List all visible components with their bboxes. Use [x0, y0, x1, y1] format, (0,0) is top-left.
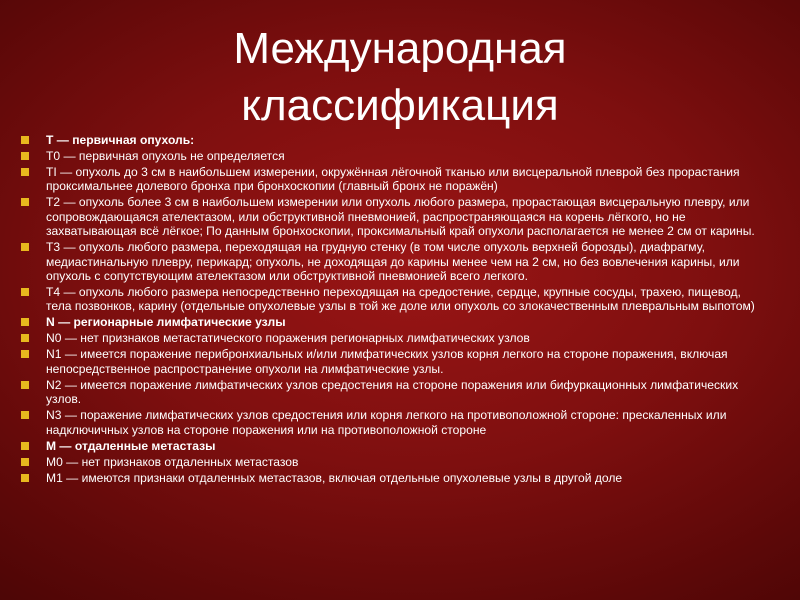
classification-list [20, 133, 760, 487]
square-bullet-icon [21, 318, 29, 326]
classification-item [20, 240, 760, 283]
square-bullet-icon [21, 136, 29, 144]
slide-title-line-2: классификация [241, 81, 559, 130]
classification-item-text: N3 — поражение лимфатических узлов средостения или корня легкого на противоположной стороне: прескаленных или надключичных узлов на стороне поражения или на противоположной стороне [46, 408, 727, 437]
classification-item [20, 165, 760, 194]
classification-item-text: T2 — опухоль более 3 см в наибольшем измерении или опухоль любого размера, прорастающая висцеральную плевру, или сопровождающаяся ателектазом, или обструктивной пневмонией, распространяющаяся на корень лёгкого, но не захватывающая всё лёгкое; По данным бронхоскопии, проксимальный край опухоли располагается не менее 2 см от карины. [46, 195, 755, 239]
square-bullet-icon [21, 350, 29, 358]
classification-item [20, 471, 760, 485]
classification-item [20, 331, 760, 345]
classification-item-text: M1 — имеются признаки отдаленных метастазов, включая отдельные опухолевые узлы в другой доле [46, 470, 623, 485]
classification-item-text: N2 — имеется поражение лимфатических узлов средостения на стороне поражения или бифуркационных лимфатических узлов. [46, 377, 739, 407]
classification-item [20, 408, 760, 437]
classification-item-text: N0 — нет признаков метастатического поражения регионарных лимфатических узлов [46, 331, 530, 346]
square-bullet-icon [21, 458, 29, 466]
classification-item-text: T0 — первичная опухоль не определяется [46, 149, 285, 163]
square-bullet-icon [21, 442, 29, 450]
classification-item [20, 285, 760, 314]
classification-item [20, 347, 760, 376]
square-bullet-icon [21, 381, 29, 389]
classification-item-text: N — регионарные лимфатические узлы [46, 315, 286, 330]
square-bullet-icon [21, 334, 29, 342]
classification-item-text: М — отдаленные метастазы [46, 438, 216, 453]
classification-item-text: T3 — опухоль любого размера, переходящая на грудную стенку (в том числе опухоль верхней борозды), диафрагму, медиастинальную плевру, перикард; опухоль, не доходящая до карины менее чем на 2 см, но без вовлечения карины, или опухоль с сопутствующим ателектазом или обструктивной пневмонией всего легкого. [46, 240, 740, 284]
classification-item-text: M0 — нет признаков отдаленных метастазов [46, 454, 299, 469]
slide-title-line-1: Международная [233, 24, 567, 73]
square-bullet-icon [21, 198, 29, 206]
classification-item-text: TI — опухоль до 3 см в наибольшем измерении, окружённая лёгочной тканью или висцеральной плеврой без прорастания проксимальнее долевого бронха при бронхоскопии (главный бронх не поражён) [46, 165, 740, 194]
classification-item [20, 455, 760, 469]
classification-item [20, 315, 760, 329]
square-bullet-icon [21, 288, 29, 296]
classification-item-text: T4 — опухоль любого размера непосредственно переходящая на средостение, сердце, крупные сосуды, трахею, пищевод, тела позвонков, карину (отдельные опухолевые узлы в той же доле или опухоль со злокачественным плевральным выпотом) [46, 285, 755, 314]
classification-item-text: N1 — имеется поражение перибронхиальных и/или лимфатических узлов корня легкого на стороне поражения, включая непосредственное распространение опухоли на лимфатические узлы. [46, 347, 728, 376]
square-bullet-icon [21, 411, 29, 419]
square-bullet-icon [21, 152, 29, 160]
classification-item-text: Т — первичная опухоль: [46, 133, 195, 147]
square-bullet-icon [21, 168, 29, 176]
slide-title [0, 20, 800, 134]
classification-item [20, 378, 760, 407]
square-bullet-icon [21, 474, 29, 482]
classification-item [20, 195, 760, 238]
classification-item [20, 149, 760, 163]
classification-item [20, 439, 760, 453]
classification-item [20, 133, 760, 147]
square-bullet-icon [21, 243, 29, 251]
